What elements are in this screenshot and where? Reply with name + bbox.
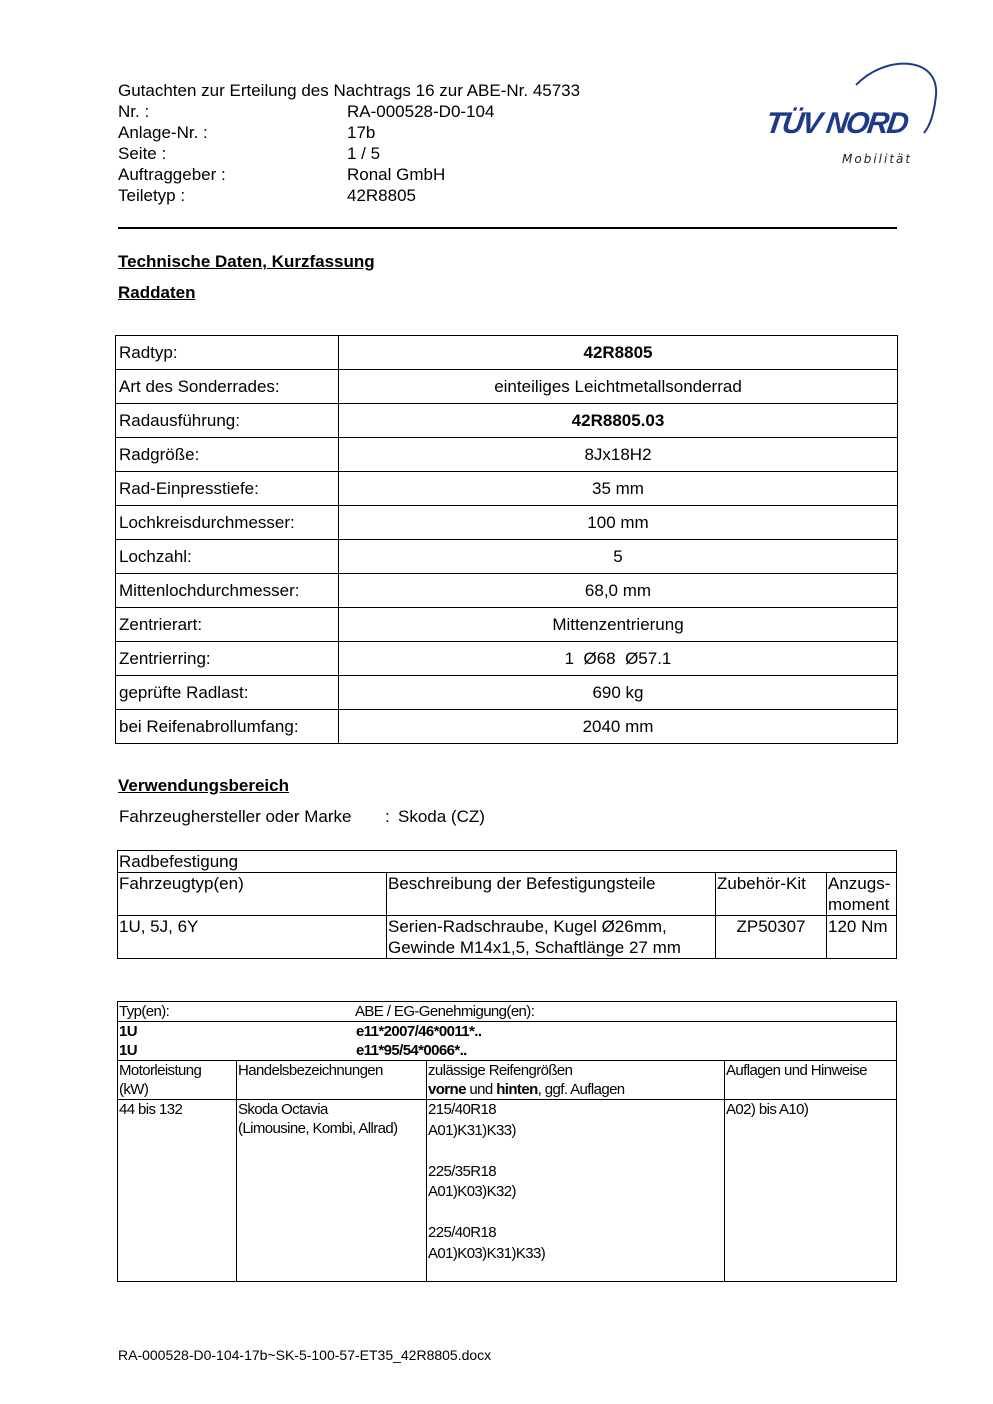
beschreibung-line: Gewinde M14x1,5, Schaftlänge 27 mm [388, 938, 681, 957]
reifen-size: 225/40R18 [428, 1224, 496, 1241]
typen-entry-abe: e11*95/54*0066*.. [356, 1042, 467, 1059]
header-value: 42R8805 [347, 186, 417, 205]
befestigung-title: Radbefestigung [118, 851, 897, 873]
raddaten-value: 8Jx18H2 [339, 438, 898, 472]
cell-motor: 44 bis 132 [118, 1100, 237, 1282]
raddaten-row [116, 404, 898, 438]
col-header-kit: Zubehör-Kit [716, 873, 827, 916]
document-title: Gutachten zur Erteilung des Nachtrags 16 zur ABE-Nr. 45733 [118, 81, 581, 100]
cell-typen: 1U, 5J, 6Y [118, 916, 387, 959]
reifen-header-end: , ggf. Auflagen [537, 1081, 625, 1098]
raddaten-row [116, 676, 898, 710]
tuev-nord-logo [764, 55, 944, 175]
handel-line: (Limousine, Kombi, Allrad) [238, 1120, 398, 1137]
logo-subtitle: Mobilität [842, 152, 913, 166]
raddaten-row [116, 438, 898, 472]
reifen-size: 215/40R18 [428, 1101, 496, 1118]
beschreibung-line: Serien-Radschraube, Kugel Ø26mm, [388, 917, 667, 936]
verwendung-title: Verwendungsbereich [118, 776, 289, 795]
reifen-header-und: und [465, 1081, 497, 1098]
hersteller-label: Fahrzeughersteller oder Marke [119, 807, 352, 826]
raddaten-row [116, 336, 898, 370]
raddaten-row [116, 506, 898, 540]
col-header-motor [118, 1061, 237, 1100]
raddaten-value: 35 mm [339, 472, 898, 506]
typen-header-abe: ABE / EG-Genehmigung(en): [355, 1003, 535, 1020]
col-header-fahrzeugtyp: Fahrzeugtyp(en) [118, 873, 387, 916]
typen-entry-typ: 1U [119, 1023, 137, 1040]
raddaten-value: 68,0 mm [339, 574, 898, 608]
raddaten-value: 1 Ø68 Ø57.1 [339, 642, 898, 676]
raddaten-row [116, 642, 898, 676]
raddaten-row [116, 370, 898, 404]
header-value: 1 / 5 [347, 144, 381, 163]
handel-line: Skoda Octavia [238, 1101, 328, 1118]
cell-auflagen: A02) bis A10) [725, 1100, 897, 1282]
reifen-header-vorne: vorne [428, 1081, 466, 1098]
cell-moment: 120 Nm [827, 916, 897, 959]
raddaten-label: bei Reifenabrollumfang: [116, 710, 339, 744]
header-value: RA-000528-D0-104 [347, 102, 495, 121]
col-header-moment: moment [828, 895, 890, 914]
reifen-header-line: zulässige Reifengrößen [428, 1062, 573, 1079]
raddaten-label: Lochkreisdurchmesser: [116, 506, 339, 540]
raddaten-value: Mittenzentrierung [339, 608, 898, 642]
reifen-codes: A01)K03)K32) [428, 1183, 516, 1200]
befestigung-table [117, 850, 897, 959]
typen-header [118, 1002, 897, 1022]
raddaten-label: Radausführung: [116, 404, 339, 438]
raddaten-label: Radgröße: [116, 438, 339, 472]
typen-entry [119, 1022, 895, 1041]
raddaten-value: 5 [339, 540, 898, 574]
col-header-handel: Handelsbezeichnungen [237, 1061, 427, 1100]
header-key: Seite : [118, 144, 167, 163]
typen-entry-abe: e11*2007/46*0011*.. [356, 1023, 482, 1040]
raddaten-label: Rad-Einpresstiefe: [116, 472, 339, 506]
header-value: 17b [347, 123, 376, 142]
reifen-header-hinten: hinten [496, 1081, 538, 1098]
raddaten-value: 100 mm [339, 506, 898, 540]
reifen-header-line [428, 1080, 723, 1099]
col-header-auflagen: Auflagen und Hinweise [725, 1061, 897, 1100]
raddaten-value: 42R8805.03 [339, 404, 898, 438]
header-key: Nr. : [118, 102, 150, 121]
typen-entries [118, 1022, 897, 1061]
cell-beschreibung [387, 916, 716, 959]
raddaten-row [116, 608, 898, 642]
hersteller-value: Skoda (CZ) [398, 807, 485, 826]
header-divider [118, 227, 897, 229]
raddaten-label: Lochzahl: [116, 540, 339, 574]
raddaten-table [115, 335, 898, 744]
logo-wordmark: TÜV NORD [763, 107, 910, 140]
header-key: Anlage-Nr. : [118, 123, 208, 142]
reifen-codes: A01)K31)K33) [428, 1121, 516, 1139]
typen-table [117, 1001, 897, 1282]
typen-entry [119, 1041, 895, 1060]
raddaten-label: Radtyp: [116, 336, 339, 370]
header-key: Teiletyp : [118, 186, 186, 205]
cell-handel [237, 1100, 427, 1282]
motor-header-line: (kW) [119, 1081, 149, 1098]
raddaten-label: Zentrierring: [116, 642, 339, 676]
reifen-size: 225/35R18 [428, 1162, 496, 1180]
cell-kit: ZP50307 [716, 916, 827, 959]
raddaten-title: Raddaten [118, 283, 196, 302]
reifen-codes: A01)K03)K31)K33) [428, 1244, 546, 1262]
motor-header-line: Motorleistung [119, 1062, 202, 1079]
hersteller-separator: : [385, 807, 390, 826]
footer-filename: RA-000528-D0-104-17b~SK-5-100-57-ET35_42R8805.docx [118, 1347, 492, 1363]
raddaten-row [116, 540, 898, 574]
section-title: Technische Daten, Kurzfassung [118, 252, 375, 271]
col-header-beschreibung: Beschreibung der Befestigungsteile [387, 873, 716, 916]
col-header-anzugsmoment [827, 873, 897, 916]
header-value: Ronal GmbH [347, 165, 446, 184]
raddaten-row [116, 710, 898, 744]
raddaten-row [116, 574, 898, 608]
cell-reifen [427, 1100, 725, 1282]
raddaten-row [116, 472, 898, 506]
raddaten-label: geprüfte Radlast: [116, 676, 339, 710]
raddaten-value: 2040 mm [339, 710, 898, 744]
typen-entry-typ: 1U [119, 1042, 137, 1059]
raddaten-label: Art des Sonderrades: [116, 370, 339, 404]
raddaten-label: Mittenlochdurchmesser: [116, 574, 339, 608]
raddaten-label: Zentrierart: [116, 608, 339, 642]
col-header-anzugs: Anzugs- [828, 874, 891, 893]
col-header-reifen [427, 1061, 725, 1100]
raddaten-value: 42R8805 [339, 336, 898, 370]
raddaten-value: einteiliges Leichtmetallsonderrad [339, 370, 898, 404]
header-key: Auftraggeber : [118, 165, 226, 184]
raddaten-value: 690 kg [339, 676, 898, 710]
typen-header-typ: Typ(en): [119, 1003, 170, 1020]
